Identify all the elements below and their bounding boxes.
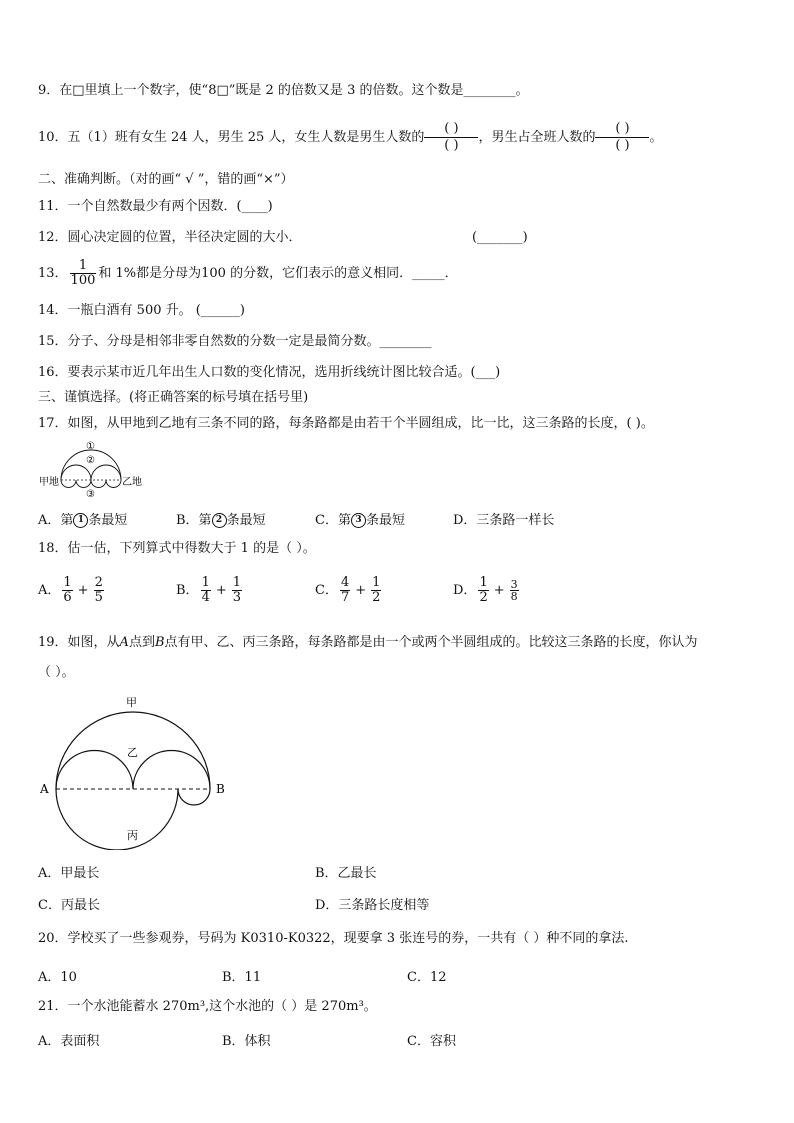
denominator: 2 <box>372 590 381 605</box>
option-label: B．第 <box>176 513 212 528</box>
stem-part: 点有甲、乙、丙三条路，每条路都是由一个或两个半圆组成的。比较这三条路的长度，你认为 <box>164 635 698 650</box>
stem-part: 19．如图，从 <box>38 635 120 650</box>
fraction-numerator: 1 <box>70 259 97 274</box>
question-13-number: 13． <box>38 266 68 281</box>
question-20-stem: 20．学校买了一些参观券，号码为 K0310-K0322，现要拿 3 张连号的券，一共有（ ）种不同的拿法. <box>38 931 629 946</box>
q18-option-a[interactable] <box>38 576 106 605</box>
numerator: 1 <box>201 575 210 590</box>
label-bing: 丙 <box>127 829 138 842</box>
q18-option-d[interactable] <box>453 576 521 605</box>
fraction-bottom: ( ) <box>615 138 630 153</box>
q18-option-c[interactable] <box>315 576 383 605</box>
fraction-top: ( ) <box>424 121 478 138</box>
route-2-mark: ② <box>86 455 95 466</box>
label-b: B <box>216 782 225 796</box>
stem-part: 点到 <box>128 635 155 650</box>
plus-sign: + <box>493 583 505 598</box>
q17-option-d[interactable] <box>453 509 554 528</box>
question-13 <box>38 256 458 292</box>
denominator: 3 <box>232 590 242 605</box>
q20-option-a[interactable]: A．10 <box>38 970 77 985</box>
point-b-label: B <box>154 635 165 650</box>
numerator: 4 <box>340 575 350 590</box>
question-12-text: 12．圆心决定圆的位置，半径决定圆的大小． <box>38 230 302 245</box>
question-10-mid: ，男生占全班人数的 <box>478 130 596 145</box>
q20-option-c[interactable]: C．12 <box>407 970 447 985</box>
option-label: D．三条路一样长 <box>453 513 555 528</box>
numerator: 1 <box>479 575 488 590</box>
denominator: 8 <box>510 590 518 603</box>
answer-fraction-1 <box>424 121 478 154</box>
label-a: A <box>40 782 49 796</box>
question-18-stem: 18．估一估，下列算式中得数大于 1 的是（ ）。 <box>38 541 316 556</box>
start-label: 甲地 <box>39 477 59 488</box>
q19-option-b[interactable]: B．乙最长 <box>315 866 377 881</box>
q17-option-c[interactable] <box>315 509 405 528</box>
fraction <box>478 576 488 605</box>
numerator: 1 <box>63 575 72 590</box>
question-9: 9．在□里填上一个数字，使“8□”既是 2 的倍数又是 3 的倍数。这个数是________。 <box>38 83 529 98</box>
denominator: 6 <box>63 590 72 605</box>
q20-option-b[interactable]: B．11 <box>222 970 262 985</box>
question-12-blank: (_______) <box>472 230 528 245</box>
section-3-heading: 三、谨慎选择。(将正确答案的标号填在括号里) <box>38 390 309 405</box>
option-text: 条最短 <box>88 513 128 528</box>
fraction-top: ( ) <box>595 121 649 138</box>
numerator: 1 <box>372 575 381 590</box>
fraction <box>510 579 519 602</box>
route-3-mark: ③ <box>86 489 95 498</box>
circled-number: 2 <box>212 513 227 528</box>
q19-option-d[interactable]: D．三条路长度相等 <box>315 898 430 913</box>
fraction <box>340 576 350 605</box>
q19-option-c[interactable]: C．丙最长 <box>38 898 100 913</box>
numerator: 3 <box>510 578 518 591</box>
question-10-end: 。 <box>649 130 663 145</box>
fraction <box>232 576 242 605</box>
question-17-stem: 17．如图，从甲地到乙地有三条不同的路，每条路都是由若干个半圆组成，比一比，这三条路的长度，( )。 <box>38 416 654 431</box>
question-21-stem: 21．一个水池能蓄水 270m³,这个水池的（ ）是 270m³。 <box>38 999 377 1014</box>
q17-option-a[interactable] <box>38 509 127 528</box>
label-jia: 甲 <box>126 696 137 709</box>
numerator: 2 <box>94 575 103 590</box>
question-14: 14．一瓶白酒有 500 升。 (______) <box>38 303 245 318</box>
option-label: C． <box>315 583 338 598</box>
section-2-heading: 二、准确判断。（对的画“ √ ”，错的画“×”） <box>38 172 294 187</box>
numerator: 1 <box>232 575 242 590</box>
route-2-arc <box>61 465 121 480</box>
denominator: 7 <box>340 590 350 605</box>
fraction-denominator: 100 <box>70 273 96 288</box>
fraction <box>201 576 211 605</box>
denominator: 2 <box>479 590 488 605</box>
fraction-bottom: ( ) <box>444 138 459 153</box>
option-label: A．第 <box>38 513 74 528</box>
fraction <box>371 576 381 605</box>
point-a-label: A <box>119 635 129 650</box>
option-text: 条最短 <box>226 513 266 528</box>
question-12 <box>38 229 528 247</box>
q21-option-c[interactable]: C．容积 <box>407 1034 456 1049</box>
option-label: D． <box>453 583 477 598</box>
question-13-text: 和 1%都是分母为100 的分数，它们表示的意义相同．_____． <box>98 266 458 281</box>
denominator: 4 <box>201 590 210 605</box>
question-17-figure <box>38 440 148 498</box>
circled-number: 1 <box>73 513 88 528</box>
option-text: 条最短 <box>365 513 405 528</box>
answer-fraction-2 <box>595 121 649 154</box>
option-label: C．第 <box>315 513 351 528</box>
q21-option-a[interactable]: A．表面积 <box>38 1034 100 1049</box>
label-yi: 乙 <box>127 746 138 759</box>
question-11: 11．一个自然数最少有两个因数．(____) <box>38 199 273 214</box>
plus-sign: + <box>77 583 89 598</box>
circled-number: 3 <box>351 513 366 528</box>
fraction <box>94 576 104 605</box>
q19-option-a[interactable]: A．甲最长 <box>38 866 100 881</box>
q17-option-b[interactable] <box>176 509 266 528</box>
question-19-stem-line2: （ ）。 <box>38 665 75 680</box>
route-1-mark: ① <box>86 441 95 452</box>
end-label: 乙地 <box>122 477 142 488</box>
option-label: B． <box>176 583 199 598</box>
route-3-arc <box>61 480 121 488</box>
q21-option-b[interactable]: B．体积 <box>222 1034 271 1049</box>
question-15: 15．分子、分母是相邻非零自然数的分数一定是最简分数。________ <box>38 334 432 349</box>
plus-sign: + <box>215 583 227 598</box>
denominator: 5 <box>94 590 103 605</box>
question-10-prefix: 10．五（1）班有女生 24 人，男生 25 人，女生人数是男生人数的 <box>38 130 425 145</box>
question-10 <box>38 118 662 158</box>
option-label: A． <box>38 583 61 598</box>
question-19-figure <box>36 690 236 850</box>
q18-option-b[interactable] <box>176 576 244 605</box>
plus-sign: + <box>355 583 367 598</box>
fraction-1-100 <box>70 259 97 288</box>
question-16: 16．要表示某市近几年出生人口数的变化情况，选用折线统计图比较合适。(___) <box>38 365 501 380</box>
fraction <box>62 576 72 605</box>
question-19-stem <box>38 634 698 652</box>
